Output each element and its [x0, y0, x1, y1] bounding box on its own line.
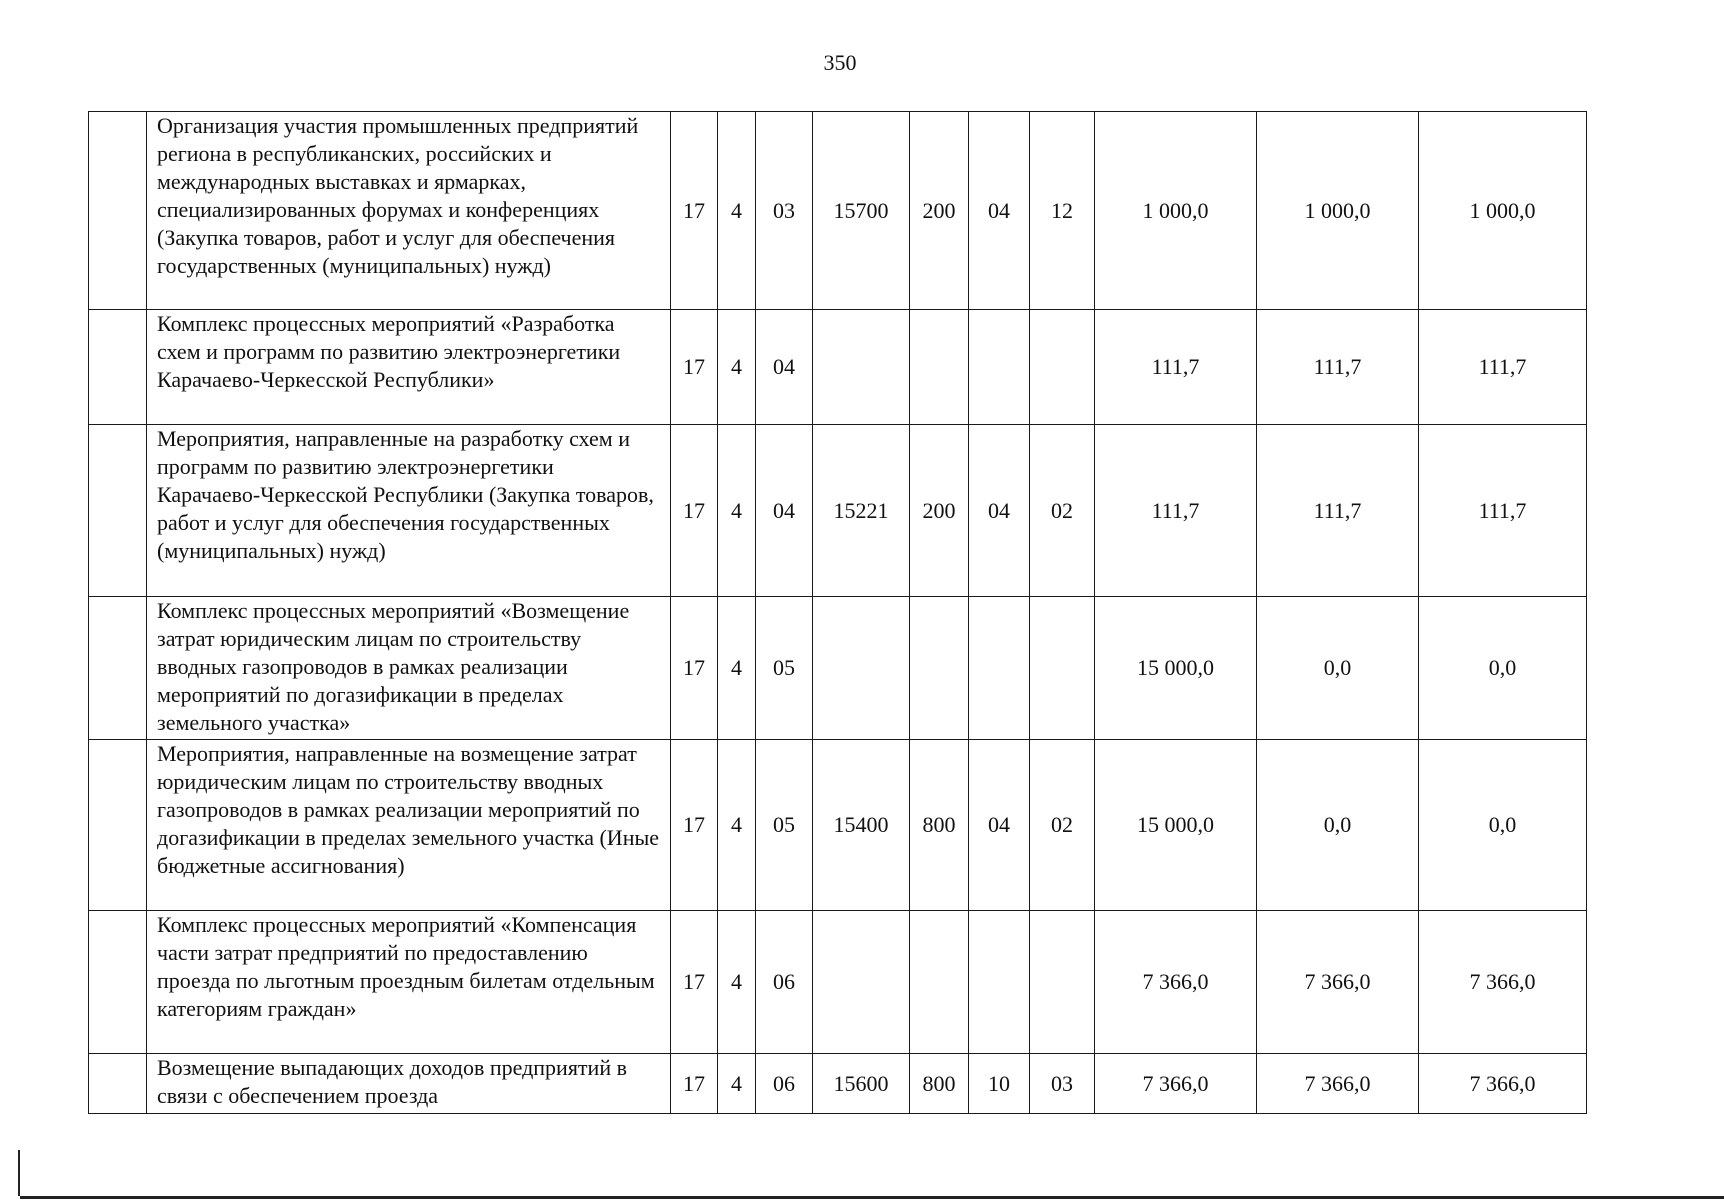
row-index-cell — [89, 425, 147, 597]
code-cell: 05 — [756, 597, 813, 740]
code-cell: 17 — [671, 597, 718, 740]
code-cell: 06 — [756, 1054, 813, 1114]
code-cell: 15700 — [813, 112, 910, 310]
amount-cell: 111,7 — [1419, 310, 1587, 425]
row-index-cell — [89, 1054, 147, 1114]
row-index-cell — [89, 740, 147, 911]
code-cell: 200 — [910, 112, 969, 310]
code-cell — [969, 310, 1030, 425]
code-cell: 17 — [671, 310, 718, 425]
code-cell — [1030, 310, 1095, 425]
amount-cell: 7 366,0 — [1419, 1054, 1587, 1114]
code-cell: 10 — [969, 1054, 1030, 1114]
amount-cell: 7 366,0 — [1419, 911, 1587, 1054]
code-cell: 800 — [910, 740, 969, 911]
code-cell: 4 — [718, 1054, 756, 1114]
row-index-cell — [89, 112, 147, 310]
amount-cell: 1 000,0 — [1419, 112, 1587, 310]
code-cell — [813, 597, 910, 740]
code-cell: 04 — [969, 112, 1030, 310]
description-cell: Комплекс процессных мероприятий «Разработка схем и программ по развитию электроэнергетики Карачаево-Черкесской Республики» — [147, 310, 671, 425]
code-cell — [813, 310, 910, 425]
code-cell — [910, 310, 969, 425]
code-cell: 15221 — [813, 425, 910, 597]
amount-cell: 15 000,0 — [1095, 740, 1257, 911]
code-cell: 4 — [718, 112, 756, 310]
amount-cell: 15 000,0 — [1095, 597, 1257, 740]
code-cell: 17 — [671, 1054, 718, 1114]
description-cell: Мероприятия, направленные на разработку схем и программ по развитию электроэнергетики Карачаево-Черкесской Республики (Закупка товаров, работ и услуг для обеспечения государственных (муниципальных) нужд) — [147, 425, 671, 597]
code-cell: 4 — [718, 310, 756, 425]
amount-cell: 111,7 — [1095, 425, 1257, 597]
amount-cell: 111,7 — [1095, 310, 1257, 425]
code-cell: 4 — [718, 597, 756, 740]
amount-cell: 7 366,0 — [1257, 911, 1419, 1054]
amount-cell: 0,0 — [1257, 740, 1419, 911]
page-number: 350 — [823, 50, 857, 75]
code-cell — [910, 597, 969, 740]
code-cell: 200 — [910, 425, 969, 597]
amount-cell: 0,0 — [1257, 597, 1419, 740]
code-cell: 4 — [718, 425, 756, 597]
code-cell: 02 — [1030, 740, 1095, 911]
code-cell: 4 — [718, 911, 756, 1054]
code-cell: 800 — [910, 1054, 969, 1114]
code-cell: 06 — [756, 911, 813, 1054]
amount-cell: 0,0 — [1419, 597, 1587, 740]
amount-cell: 0,0 — [1419, 740, 1587, 911]
row-index-cell — [89, 310, 147, 425]
amount-cell: 7 366,0 — [1095, 911, 1257, 1054]
code-cell: 03 — [756, 112, 813, 310]
code-cell: 17 — [671, 740, 718, 911]
amount-cell: 111,7 — [1419, 425, 1587, 597]
code-cell: 04 — [969, 425, 1030, 597]
table-row — [89, 112, 1587, 310]
amount-cell: 111,7 — [1257, 425, 1419, 597]
code-cell: 15600 — [813, 1054, 910, 1114]
description-cell: Мероприятия, направленные на возмещение затрат юридическим лицам по строительству вводных газопроводов в рамках реализации мероприятий по догазификации в пределах земельного участка (Иные бюджетные ассигнования) — [147, 740, 671, 911]
table-row — [89, 1054, 1587, 1114]
code-cell: 05 — [756, 740, 813, 911]
table-row — [89, 911, 1587, 1054]
table-row — [89, 310, 1587, 425]
code-cell — [1030, 597, 1095, 740]
code-cell: 17 — [671, 911, 718, 1054]
amount-cell: 7 366,0 — [1095, 1054, 1257, 1114]
code-cell — [910, 911, 969, 1054]
row-index-cell — [89, 597, 147, 740]
code-cell: 04 — [969, 740, 1030, 911]
scan-bottom-edge — [20, 1196, 1724, 1199]
table-row — [89, 425, 1587, 597]
description-cell: Комплекс процессных мероприятий «Компенсация части затрат предприятий по предоставлению проезда по льготным проездным билетам отдельным категориям граждан» — [147, 911, 671, 1054]
code-cell: 04 — [756, 425, 813, 597]
code-cell: 17 — [671, 112, 718, 310]
code-cell: 02 — [1030, 425, 1095, 597]
amount-cell: 7 366,0 — [1257, 1054, 1419, 1114]
code-cell — [813, 911, 910, 1054]
description-cell: Организация участия промышленных предприятий региона в республиканских, российских и международных выставках и ярмарках, специализированных форумах и конференциях (Закупка товаров, работ и услуг для обеспечения государственных (муниципальных) нужд) — [147, 112, 671, 310]
code-cell: 4 — [718, 740, 756, 911]
code-cell — [969, 597, 1030, 740]
code-cell — [969, 911, 1030, 1054]
code-cell: 03 — [1030, 1054, 1095, 1114]
code-cell — [1030, 911, 1095, 1054]
row-index-cell — [89, 911, 147, 1054]
table-row — [89, 740, 1587, 911]
code-cell: 15400 — [813, 740, 910, 911]
table-row — [89, 597, 1587, 740]
scan-edge-line — [18, 1150, 20, 1196]
description-cell: Комплекс процессных мероприятий «Возмещение затрат юридическим лицам по строительству вводных газопроводов в рамках реализации мероприятий по догазификации в пределах земельного участка» — [147, 597, 671, 740]
amount-cell: 1 000,0 — [1095, 112, 1257, 310]
code-cell: 04 — [756, 310, 813, 425]
amount-cell: 1 000,0 — [1257, 112, 1419, 310]
description-cell: Возмещение выпадающих доходов предприятий в связи с обеспечением проезда — [147, 1054, 671, 1114]
budget-table — [88, 111, 1587, 1114]
amount-cell: 111,7 — [1257, 310, 1419, 425]
code-cell: 12 — [1030, 112, 1095, 310]
code-cell: 17 — [671, 425, 718, 597]
